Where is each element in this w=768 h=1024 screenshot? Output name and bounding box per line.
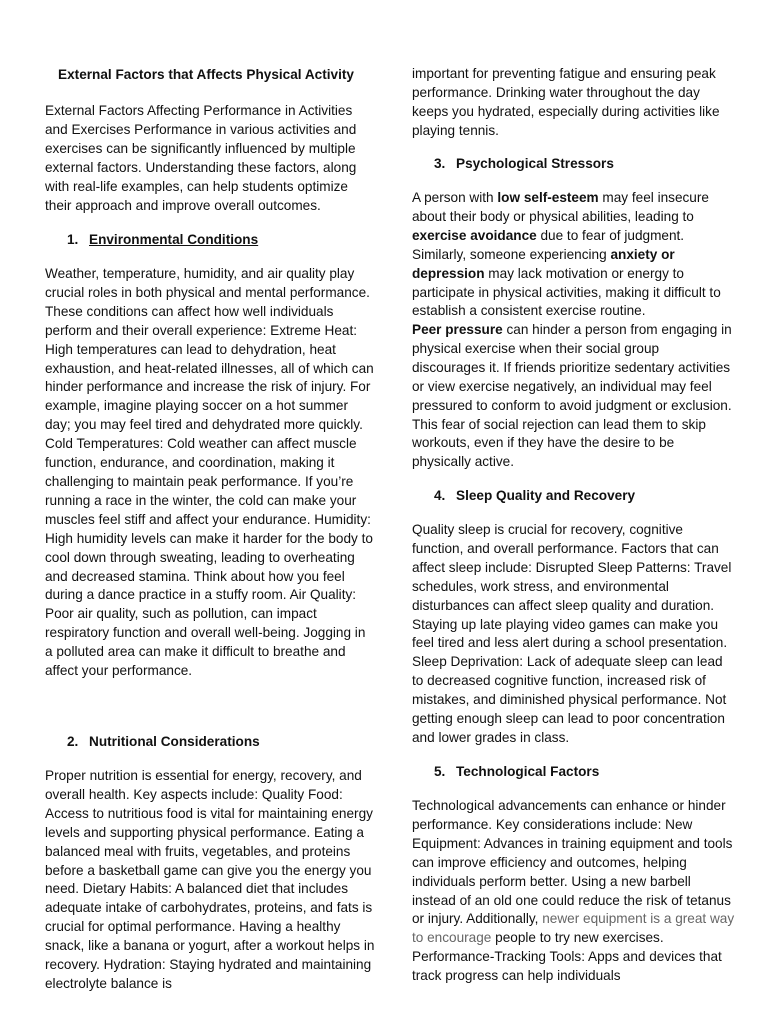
section-1-heading: [67, 231, 258, 250]
text-run: may feel insecure about their body or physical abilities, leading to: [412, 190, 709, 224]
section-1-number: 1.: [67, 232, 79, 247]
bold-exercise-avoidance: exercise avoidance: [412, 227, 537, 243]
section-4-title: Sleep Quality and Recovery: [456, 488, 636, 503]
section-1-title: Environmental Conditions: [89, 232, 259, 247]
section-2-body: Proper nutrition is essential for energy, recovery, and overall health. Key aspects include: Quality Food: Access to nutritious food is vital for maintaining energy levels and supporting physical performance. Eating a balanced meal with fruits, vegetables, and proteins before a basketball game can give you the energy you need. Dietary Habits: A balanced diet that includes adequate intake of carbohydrates, proteins, and fats is crucial for optimal performance. Having a healthy snack, like a banana or yogurt, after a workout helps in recovery. Hydration: Staying hydrated and maintaining electrolyte balance is: [45, 768, 375, 991]
section-5-number: 5.: [434, 764, 446, 779]
section-4-heading: [434, 487, 635, 506]
highlighted-text: newer equipment is a great way to encourage: [412, 911, 735, 946]
section-3-paragraph-1: [412, 189, 736, 321]
section-5-body: [412, 797, 736, 986]
bold-anxiety-or-depression: anxiety or depression: [412, 246, 675, 281]
section-4-body: Quality sleep is crucial for recovery, cognitive function, and overall performance. Factors that can affect sleep include: Disrupted Sleep Patterns: Travel schedules, work stress, and environmental disturbances can affect sleep quality and duration. Staying up late playing video games can make you feel tired and less alert during a school presentation. Sleep Deprivation: Lack of adequate sleep can lead to decreased cognitive function, increased risk of mistakes, and diminished physical performance. Not getting enough sleep can lead to poor concentration and lower grades in class.: [412, 522, 732, 745]
section-3-title: Psychological Stressors: [456, 156, 614, 171]
text-run: A person with: [412, 190, 498, 205]
document-title: External Factors that Affects Physical Activity: [58, 67, 354, 82]
bold-low-self-esteem: low self-esteem: [497, 190, 599, 205]
section-5-heading: [434, 763, 599, 782]
text-run: people to try new exercises. Performance-Tracking Tools: Apps and devices that track progress can help individuals: [412, 930, 722, 984]
text-run: can hinder a person from engaging in physical exercise when their social group discourages it. If friends prioritize sedentary activities or view exercise negatively, an individual may feel pressured to conform to avoid judgment or exclusion. This fear of social rejection can lead them to skip workouts, even if they have the desire to be physically active.: [412, 322, 732, 470]
bold-peer-pressure: Peer pressure: [412, 322, 503, 337]
section-2-heading: [67, 733, 260, 752]
section-2-body-continued: important for preventing fatigue and ensuring peak performance. Drinking water throughout the day keeps you hydrated, especially during activities like playing tennis.: [412, 66, 720, 138]
section-3-number: 3.: [434, 156, 446, 171]
section-1-body: Weather, temperature, humidity, and air quality play crucial roles in both physical and mental performance. These conditions can affect how well individuals perform and their overall experience: Extreme Heat: High temperatures can lead to dehydration, heat exhaustion, and heat-related illnesses, all of which can hinder performance and increase the risk of injury. For example, imagine playing soccer on a hot summer day; you may feel tired and dehydrated more quickly. Cold Temperatures: Cold weather can affect muscle function, endurance, and coordination, making it challenging to maintain peak performance. If you’re running a race in the winter, the cold can make your muscles feel stiff and affect your endurance. Humidity: High humidity levels can make it harder for the body to cool down through sweating, leading to overheating and decreased stamina. Think about how you feel during a dance practice in a stuffy room. Air Quality: Poor air quality, such as pollution, can impact respiratory function and overall well-being. Jogging in a polluted area can make it difficult to breathe and affect your performance.: [45, 266, 374, 679]
section-4-number: 4.: [434, 488, 446, 503]
section-5-title: Technological Factors: [456, 764, 600, 779]
section-3-paragraph-2: [412, 321, 736, 472]
section-3-heading: [434, 155, 614, 174]
text-run: Technological advancements can enhance or hinder performance. Key considerations include: New Equipment: Advances in training equipment and tools can improve efficiency and outcomes, helping individuals perform better. Using a new barbell instead of an old one could reduce the risk of tetanus or injury. Additionally,: [412, 798, 733, 927]
section-2-title: Nutritional Considerations: [89, 734, 260, 749]
section-2-number: 2.: [67, 734, 79, 749]
text-run: due to fear of judgment. Similarly, someone experiencing: [412, 227, 685, 262]
intro-paragraph: External Factors Affecting Performance in Activities and Exercises Performance in various activities and exercises can be significantly influenced by multiple external factors. Understanding these factors, along with real-life examples, can help students optimize their approach and improve overall outcomes.: [45, 103, 357, 213]
text-run: may lack motivation or energy to participate in physical activities, making it difficult to establish a consistent exercise routine.: [412, 265, 721, 319]
